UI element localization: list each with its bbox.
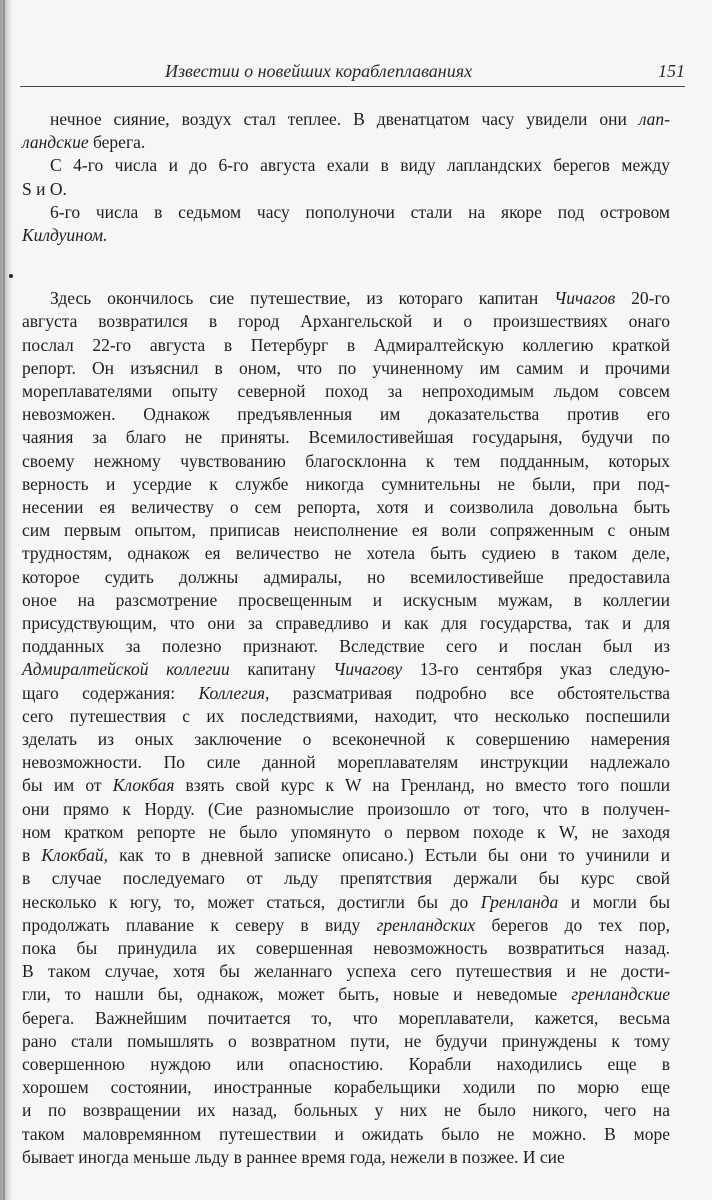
text-run: 6-го числа в седьмом часу пополуночи стали на якоре под островом [50,201,670,222]
text-line [22,960,670,983]
text-run: взять свой курс к W на Гренланд, но вместо того пошли [174,775,670,796]
text-line [22,728,670,751]
text-run: чаяния за благо не приняты. Всемилостивейшая государыня, будучи по [22,427,670,448]
text-run: пока бы принудила их совершенная невозможность возвратиться назад. [22,937,670,958]
text-line [22,108,670,131]
body-text [22,108,670,1169]
text-run: в случае последуемаго от льду препятствия держали бы курс свой [22,868,670,889]
text-line [22,201,670,224]
text-line [22,844,670,867]
text-run: S и O. [22,178,67,199]
text-line [22,1076,670,1099]
text-run: 13-го сентября указ следую- [402,659,670,680]
italic-text: Чичагов [554,288,616,309]
text-line [22,1146,670,1169]
text-line [22,224,670,247]
text-run: В таком случае, хотя бы желаннаго успеха сего путешествия и не дости- [22,961,670,982]
text-run: зделать из оных заключение о всеконечной к совершению намерения [22,729,670,750]
italic-text: Коллегия, [198,682,270,703]
text-run: нечное сияние, воздух стал теплее. В двенатцатом часу увидели они [50,109,639,129]
text-line [22,380,670,403]
text-run: сим первым опытом, приписав неисполнение ея воли сопряженным с оным [22,520,670,541]
text-line [22,1099,670,1122]
text-line [22,334,670,357]
text-line [22,612,670,635]
text-line [22,589,670,612]
text-line [22,658,670,681]
text-run: гли, то нашли бы, однакож, может быть, новые и неведомые [22,984,572,1005]
text-run: бы им от [22,775,113,796]
text-run: как то в дневной записке описано.) Естьли бы они то учинили и [108,845,670,866]
running-head [20,58,685,86]
text-line [22,131,670,154]
text-line [22,473,670,496]
italic-text: гренландские [571,984,670,1005]
text-line [22,1030,670,1053]
text-line [22,774,670,797]
text-run: капитану [229,659,334,680]
text-line [22,914,670,937]
text-line [22,1053,670,1076]
text-run: 20-го [615,288,670,309]
text-run: сего путешествия с их последствиями, находит, что несколько поспешили [22,705,670,726]
text-run: рано стали помышлять о возвратном пути, не будучи принуждены к тому [22,1030,670,1051]
text-run: хорошем состоянии, иностранные корабельщики ходили по морю еще [22,1077,670,1098]
text-line [22,566,670,589]
text-run: присудствующим, что они за справедливо и как для государства, так и для [22,613,670,634]
text-line [22,867,670,890]
text-run: репорт. Он изъяснил в оном, что по учиненному им самим и прочими [22,357,670,378]
text-run: несколько к югу, то, может статься, достигли бы до [22,891,481,912]
text-line [22,426,670,449]
text-run: они прямо к Норду. (Сие разномыслие произошло от того, что в получен- [22,798,670,819]
italic-text: Адмиралтейской коллегии [22,659,230,680]
text-run: бывает иногда меньше льду в раннее время года, нежели в позжее. И сие [22,1146,565,1167]
text-run: щаго содержания: [22,682,199,703]
italic-text: Чичагову [333,659,403,680]
italic-text: Гренланда [480,891,559,912]
text-line [22,450,670,473]
text-run: совершенною нуждою или опасностию. Корабли находились еще в [22,1053,670,1074]
text-run: невозможен. Однакож предъявленныя им доказательства против его [22,404,670,425]
margin-mark [9,274,13,278]
text-line [22,983,670,1006]
text-line [22,178,670,201]
text-run: берега. Важнейшим почитается то, что мореплаватели, кажется, весьма [22,1007,670,1028]
text-line [22,154,670,177]
text-line [22,798,670,821]
text-line [22,496,670,519]
italic-text: гренландских [376,914,476,935]
text-run: послал 22-го августа в Петербург в Адмиралтейскую коллегию краткой [22,334,670,355]
text-line [22,682,670,705]
text-run: и по возвращении их назад, больных у них не было никого, чего на [22,1100,670,1121]
text-run: продолжать плавание к северу в виду [22,914,377,935]
italic-text: лап- [638,109,670,129]
text-run: ном кратком репорте не было упомянуто о первом походе к W, не заходя [22,821,670,842]
text-run: и могли бы [558,891,670,912]
text-line [22,403,670,426]
text-line [22,310,670,333]
italic-text: Клокбая [112,775,175,796]
text-run: своему нежному чувствованию благосклонна к тем подданным, которых [22,450,670,471]
text-run: августа возвратился в город Архангельской и о произшествиях онаго [22,311,670,332]
page-number: 151 [658,61,685,81]
text-line [22,891,670,914]
text-run: разсматривая подробно все обстоятельства [269,682,670,703]
text-run: подданных за полезно признают. Вследствие сего и послан был из [22,636,670,657]
text-run: невозможности. По силе данной мореплавателям инструкции надлежало [22,752,670,773]
text-line [22,357,670,380]
text-line [22,937,670,960]
text-run: таком маловремянном путешествии и ожидать было не можно. В море [22,1123,670,1144]
text-run: в [22,845,42,866]
italic-text: Килдуином. [22,225,108,246]
text-line [22,751,670,774]
text-run: берегов до тех пор, [475,914,670,935]
text-run: Здесь окончилось сие путешествие, из котораго капитан [50,288,555,309]
text-line [22,542,670,565]
text-line [22,705,670,728]
header-rule [20,86,685,87]
text-line [22,821,670,844]
running-head-title: Известии о новейших кораблеплаваниях [165,61,473,81]
text-line [22,1007,670,1030]
text-run: С 4-го числа и до 6-го августа ехали в виду лапландских берегов между [50,155,670,176]
text-run: мореплавателями опыту северной поход за непроходимым льдом совсем [22,381,670,402]
text-run: несении ея величеству о сем репорта, хотя и соизволила довольна быть [22,497,670,518]
gutter-edge-line [3,0,5,1200]
text-line [22,635,670,658]
text-line [22,287,670,310]
text-run: оное на разсмотрение просвещенным и искусным мужам, в коллегии [22,589,670,610]
italic-text: ландские [22,132,89,153]
italic-text: Клокбай, [41,845,109,866]
text-run: берега. [88,132,146,153]
text-run: которое судить должны адмиралы, но всемилостивейше предоставила [22,566,670,587]
text-run: трудностям, однакож ея величество не хотела быть судиею в таком деле, [22,543,670,564]
text-line [22,1123,670,1146]
text-line [22,519,670,542]
text-run: верность и усердие к службе никогда сумнительны не были, при под- [22,473,670,494]
